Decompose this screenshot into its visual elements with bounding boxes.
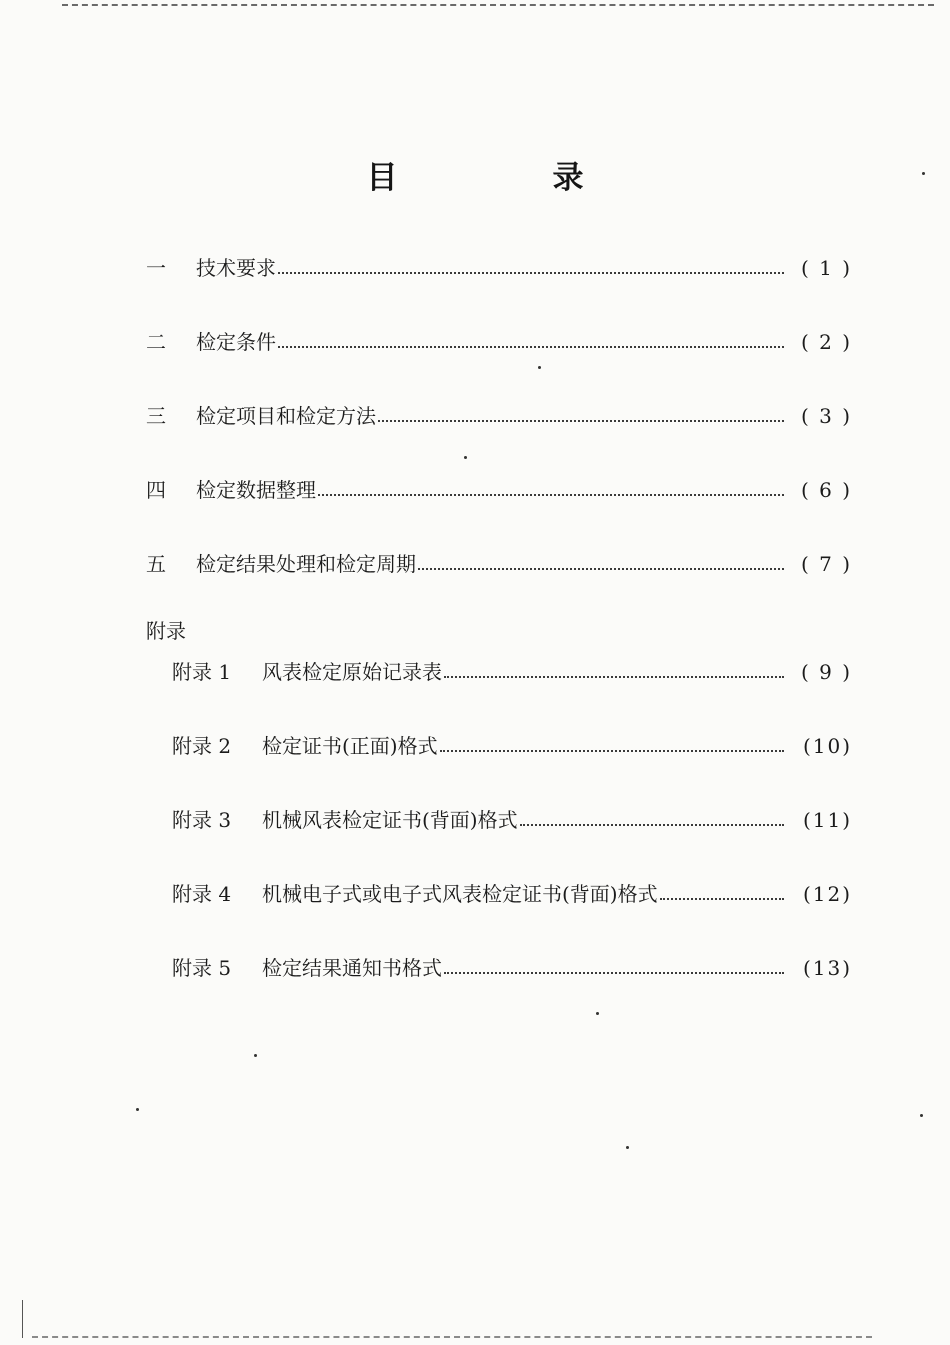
appendix-entry-number: 附录 3 xyxy=(172,808,232,832)
toc-entry-page: ( 3 ) xyxy=(800,404,852,428)
page-title: 目 录 xyxy=(366,160,646,196)
dot-leader xyxy=(440,750,784,752)
scan-speck xyxy=(596,1012,599,1015)
dot-leader xyxy=(444,676,784,678)
toc-entry-page: ( 7 ) xyxy=(800,552,852,576)
appendix-entry-label: 风表检定原始记录表 xyxy=(262,660,442,684)
appendix-entry-4[interactable] xyxy=(172,877,852,911)
dot-leader xyxy=(520,824,784,826)
scan-speck xyxy=(254,1054,257,1057)
dot-leader xyxy=(378,420,784,422)
appendix-entry-page: (13) xyxy=(802,956,852,980)
dot-leader xyxy=(660,898,784,900)
toc-entry-label: 检定项目和检定方法 xyxy=(196,404,376,428)
scan-speck xyxy=(464,456,467,459)
appendix-entry-number: 附录 2 xyxy=(172,734,232,758)
scan-speck xyxy=(136,1108,139,1111)
appendix-entry-label: 检定证书(正面)格式 xyxy=(262,734,438,758)
appendix-entry-page: ( 9 ) xyxy=(800,660,852,684)
scan-edge-left xyxy=(22,1300,23,1338)
appendix-entry-2[interactable] xyxy=(172,729,852,763)
appendix-entry-label: 机械电子式或电子式风表检定证书(背面)格式 xyxy=(262,882,658,906)
toc-entry-page: ( 1 ) xyxy=(800,256,852,280)
appendix-entry-3[interactable] xyxy=(172,803,852,837)
toc-entry-3[interactable] xyxy=(146,399,852,433)
dot-leader xyxy=(278,346,784,348)
dot-leader xyxy=(318,494,784,496)
appendix-entry-number: 附录 4 xyxy=(172,882,232,906)
appendix-entry-page: (12) xyxy=(802,882,852,906)
appendix-entry-number: 附录 1 xyxy=(172,660,232,684)
toc-entry-1[interactable] xyxy=(146,251,852,285)
toc-entry-4[interactable] xyxy=(146,473,852,507)
scan-speck xyxy=(626,1146,629,1149)
toc-entry-number: 四 xyxy=(146,478,166,502)
appendix-entry-page: (10) xyxy=(802,734,852,758)
appendix-entry-page: (11) xyxy=(802,808,852,832)
toc-entry-page: ( 6 ) xyxy=(800,478,852,502)
appendix-entry-label: 检定结果通知书格式 xyxy=(262,956,442,980)
toc-entry-label: 技术要求 xyxy=(196,256,276,280)
dot-leader xyxy=(418,568,784,570)
scan-speck xyxy=(538,366,541,369)
toc-entry-number: 二 xyxy=(146,330,166,354)
appendix-entry-number: 附录 5 xyxy=(172,956,232,980)
appendix-entry-label: 机械风表检定证书(背面)格式 xyxy=(262,808,518,832)
toc-entry-number: 三 xyxy=(146,404,166,428)
scan-speck xyxy=(920,1114,923,1117)
scan-edge-top xyxy=(62,4,934,6)
toc-entry-5[interactable] xyxy=(146,547,852,581)
dot-leader xyxy=(278,272,784,274)
toc-entry-number: 五 xyxy=(146,552,166,576)
appendix-entry-1[interactable] xyxy=(172,655,852,689)
appendix-heading: 附录 xyxy=(146,619,186,643)
appendix-entry-5[interactable] xyxy=(172,951,852,985)
toc-entry-number: 一 xyxy=(146,256,166,280)
toc-entry-label: 检定数据整理 xyxy=(196,478,316,502)
toc-entry-page: ( 2 ) xyxy=(800,330,852,354)
toc-entry-label: 检定条件 xyxy=(196,330,276,354)
toc-entry-label: 检定结果处理和检定周期 xyxy=(196,552,416,576)
dot-leader xyxy=(444,972,784,974)
scan-edge-bottom xyxy=(32,1336,872,1338)
toc-entry-2[interactable] xyxy=(146,325,852,359)
scan-speck xyxy=(922,172,925,175)
